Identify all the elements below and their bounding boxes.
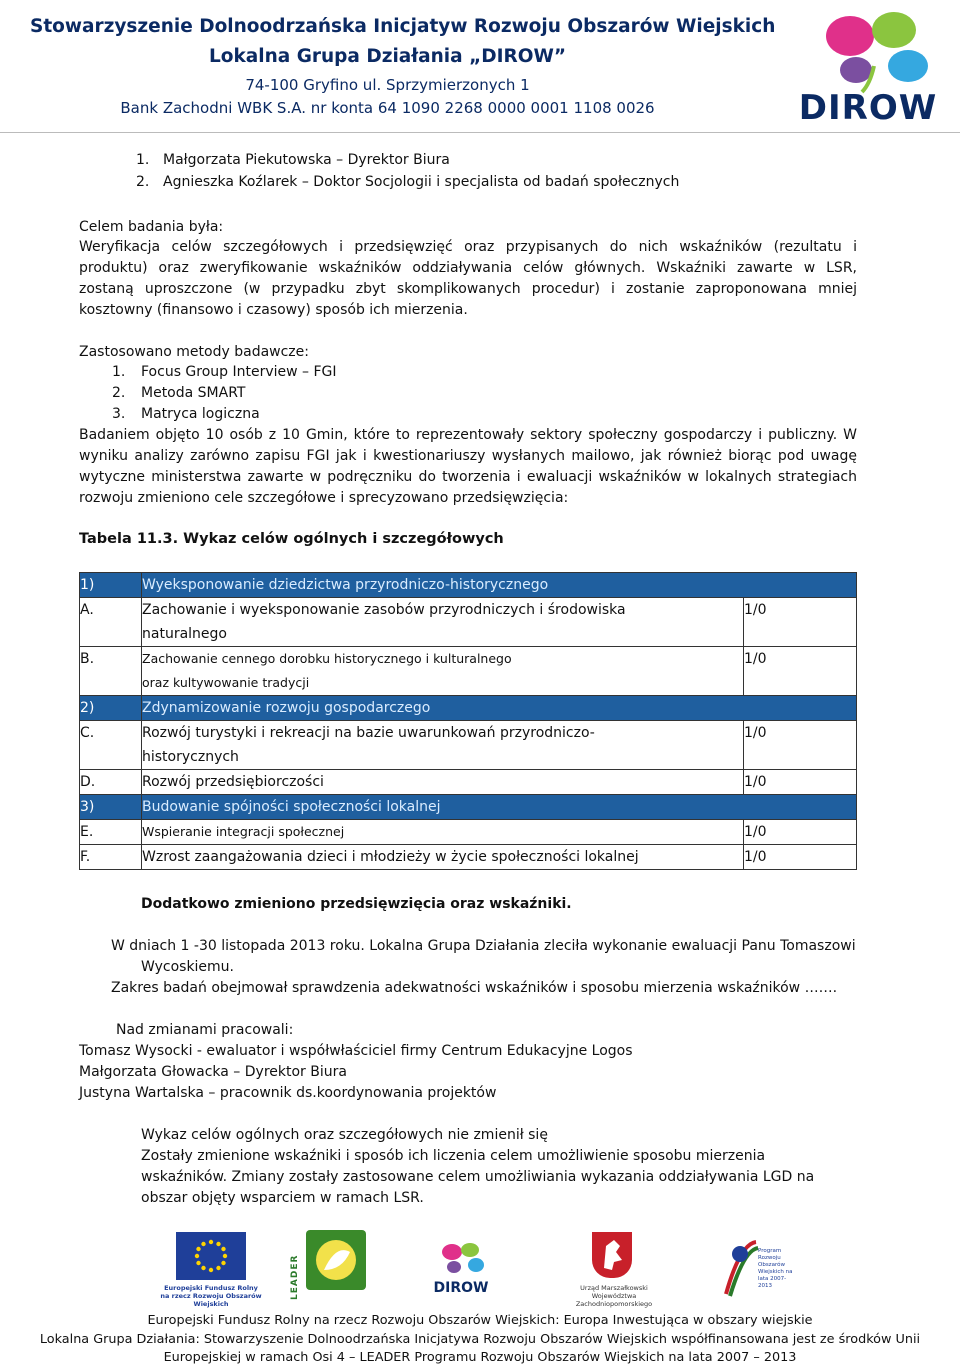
objective-d-text: Rozwój przedsiębiorczości	[142, 770, 744, 795]
dirow-logo	[778, 6, 956, 128]
additional-heading: Dodatkowo zmieniono przedsięwzięcia oraz wskaźniki.	[141, 896, 572, 912]
summary-line-3: wskaźników. Zmiany zostały zastosowane celem umożliwiania wykazania oddziaływania LGD na	[141, 1169, 815, 1185]
purpose-line-4: kosztowny (finansowo i czasowy) sposób ich mierzenia.	[79, 302, 468, 318]
evaluation-line-2: Wycoskiemu.	[141, 959, 235, 975]
team-item-1-num: 1.	[136, 152, 150, 168]
summary-line-1: Wykaz celów ogólnych oraz szczegółowych nie zmienił się	[141, 1127, 548, 1143]
objective-a-value: 1/0	[744, 598, 857, 647]
org-subtitle: Lokalna Grupa Działania „DIROW”	[208, 46, 567, 67]
marshal-coat-of-arms-icon	[592, 1232, 632, 1278]
goal-row-2	[80, 696, 857, 721]
objective-c-text	[142, 721, 744, 770]
objective-e-text: Wspieranie integracji społecznej	[142, 820, 744, 845]
org-address: 74-100 Gryfino ul. Sprzymierzonych 1	[245, 76, 530, 94]
purpose-line-3: zostaną uproszczone (w przypadku zbyt skomplikowanych procedur) i zostanie zaproponowana mniej	[79, 281, 857, 297]
letterhead	[0, 0, 960, 132]
objective-c-letter: C.	[80, 721, 142, 770]
objective-f-value: 1/0	[744, 845, 857, 870]
objective-f-letter: F.	[80, 845, 142, 870]
method-2: Metoda SMART	[141, 385, 246, 401]
objective-e-letter: E.	[80, 820, 142, 845]
method-3-num: 3.	[112, 406, 126, 422]
objective-f-text: Wzrost zaangażowania dzieci i młodzieży w życie społeczności lokalnej	[142, 845, 744, 870]
leader-logo-icon	[306, 1230, 366, 1290]
goal-1-num: 1)	[80, 573, 142, 598]
table-caption: Tabela 11.3. Wykaz celów ogólnych i szczegółowych	[79, 531, 504, 547]
method-1: Focus Group Interview – FGI	[141, 364, 337, 380]
team-item-2: Agnieszka Koźlarek – Doktor Socjologii i specjalista od badań społecznych	[163, 174, 680, 190]
table-row	[80, 721, 857, 770]
team-item-1: Małgorzata Piekutowska – Dyrektor Biura	[163, 152, 450, 168]
org-bank-account: Bank Zachodni WBK S.A. nr konta 64 1090 2268 0000 0001 1108 0026	[120, 99, 655, 117]
objective-b-line1: Zachowanie cennego dorobku historycznego i kulturalnego	[142, 651, 512, 666]
changes-team-heading: Nad zmianami pracowali:	[116, 1022, 294, 1038]
purpose-heading: Celem badania była:	[79, 219, 224, 235]
goal-1-name: Wyeksponowanie dziedzictwa przyrodniczo-historycznego	[142, 573, 857, 598]
eu-stars-icon	[176, 1232, 246, 1280]
objective-a-line1: Zachowanie i wyeksponowanie zasobów przyrodniczych i środowiska	[142, 602, 626, 618]
leader-label	[288, 1230, 302, 1310]
table-row	[80, 770, 857, 795]
objective-e-value: 1/0	[744, 820, 857, 845]
team-item-2-num: 2.	[136, 174, 150, 190]
footer-line-3: Europejskiej w ramach Osi 4 – LEADER Programu Rozwoju Obszarów Wiejskich na lata 2007 – 2013	[163, 1350, 797, 1365]
goal-3-name: Budowanie spójności społeczności lokalnej	[142, 795, 857, 820]
objective-c-line1: Rozwój turystyki i rekreacji na bazie uwarunkowań przyrodniczo-	[142, 725, 595, 741]
objective-a-text	[142, 598, 744, 647]
evaluation-line-3: Zakres badań obejmował sprawdzenia adekwatności wskaźników i sposobu mierzenia wskaźników …….	[111, 980, 838, 996]
goal-2-num: 2)	[80, 696, 142, 721]
prow-caption: Program Rozwoju Obszarów Wiejskich na lata 2007-2013	[758, 1248, 793, 1289]
research-line-4: rozwoju zmieniono cele szczegółowe i sprecyzowano przedsięwzięcia:	[79, 490, 569, 506]
dirow-logo-text: DIROW	[798, 88, 938, 128]
dirow-small-logo-text: DIROW	[433, 1280, 489, 1296]
eu-fund-caption: Europejski Fundusz Rolny na rzecz Rozwoju Obszarów Wiejskich	[160, 1284, 262, 1308]
objective-c-value: 1/0	[744, 721, 857, 770]
changes-team-member-1: Tomasz Wysocki - ewaluator i współwłaściciel firmy Centrum Edukacyjne Logos	[79, 1043, 633, 1059]
goal-2-name: Zdynamizowanie rozwoju gospodarczego	[142, 696, 857, 721]
leader-text: LEADER	[290, 1254, 300, 1300]
org-title: Stowarzyszenie Dolnoodrzańska Inicjatyw Rozwoju Obszarów Wiejskich	[30, 16, 776, 37]
prow-logo	[720, 1228, 800, 1312]
objective-d-value: 1/0	[744, 770, 857, 795]
objective-a-line2: naturalnego	[142, 626, 227, 642]
table-row	[80, 820, 857, 845]
summary-line-4: obszar objęty wsparciem w ramach LSR.	[141, 1190, 424, 1206]
griffin-icon	[592, 1232, 632, 1278]
goal-row-3	[80, 795, 857, 820]
purpose-line-2: produktu) oraz zweryfikowanie wskaźników oddziaływania celów głównych. Wskaźniki zawarte w LSR,	[79, 260, 857, 276]
objective-a-letter: A.	[80, 598, 142, 647]
prow-flag-icon	[720, 1234, 760, 1304]
dirow-small-logo	[426, 1240, 496, 1304]
footer-line-2: Lokalna Grupa Działania: Stowarzyszenie Dolnoodrzańska Inicjatywa Rozwoju Obszarów Wiejskich współfinansowana jest ze środków Unii	[39, 1332, 921, 1347]
objective-b-value: 1/0	[744, 647, 857, 696]
objective-b-text	[142, 647, 744, 696]
table-row	[80, 647, 857, 696]
header-divider	[0, 132, 960, 133]
research-line-3: wytyczne ministerstwa zawarte w podręczniku do tworzenia i ewaluacji wskaźników w lokalnych strategiach	[79, 469, 857, 485]
leader-leaf-icon	[306, 1230, 366, 1290]
goal-3-num: 3)	[80, 795, 142, 820]
summary-line-2: Zostały zmienione wskaźniki i sposób ich liczenia celem umożliwienie sposobu mierzenia	[141, 1148, 766, 1164]
eu-flag-icon	[176, 1232, 246, 1280]
method-1-num: 1.	[112, 364, 126, 380]
method-3: Matryca logiczna	[141, 406, 260, 422]
research-line-1: Badaniem objęto 10 osób z 10 Gmin, które to reprezentowały sektory społeczny gospodarczy i publiczny. W	[79, 427, 857, 443]
research-line-2: wyniku analizy zarówno zapisu FGI jak i kwestionariuszy wysłanych mailowo, jak również biorąc pod uwagę	[79, 448, 857, 464]
goals-table	[79, 572, 857, 870]
purpose-line-1: Weryfikacja celów szczegółowych i przedsięwzięć oraz przypisanych do nich wskaźników (rezultatu i	[79, 239, 857, 255]
goal-row-1	[80, 573, 857, 598]
footer-line-1: Europejski Fundusz Rolny na rzecz Rozwoju Obszarów Wiejskich: Europa Inwestująca w obszary wiejskie	[147, 1313, 813, 1328]
methods-heading: Zastosowano metody badawcze:	[79, 344, 309, 360]
objective-d-letter: D.	[80, 770, 142, 795]
dirow-small-clover-icon	[426, 1240, 496, 1280]
table-row	[80, 598, 857, 647]
objective-c-line2: historycznych	[142, 749, 239, 765]
footer-logos	[160, 1228, 800, 1312]
objective-b-letter: B.	[80, 647, 142, 696]
marshal-caption: Urząd Marszałkowski Województwa Zachodniopomorskiego	[575, 1284, 653, 1308]
table-row	[80, 845, 857, 870]
method-2-num: 2.	[112, 385, 126, 401]
evaluation-line-1: W dniach 1 -30 listopada 2013 roku. Lokalna Grupa Działania zleciła wykonanie ewaluacji Panu Tomaszowi	[111, 938, 856, 954]
changes-team-member-2: Małgorzata Głowacka – Dyrektor Biura	[79, 1064, 347, 1080]
objective-b-line2: oraz kultywowanie tradycji	[142, 675, 310, 690]
changes-team-member-3: Justyna Wartalska – pracownik ds.koordynowania projektów	[79, 1085, 497, 1101]
